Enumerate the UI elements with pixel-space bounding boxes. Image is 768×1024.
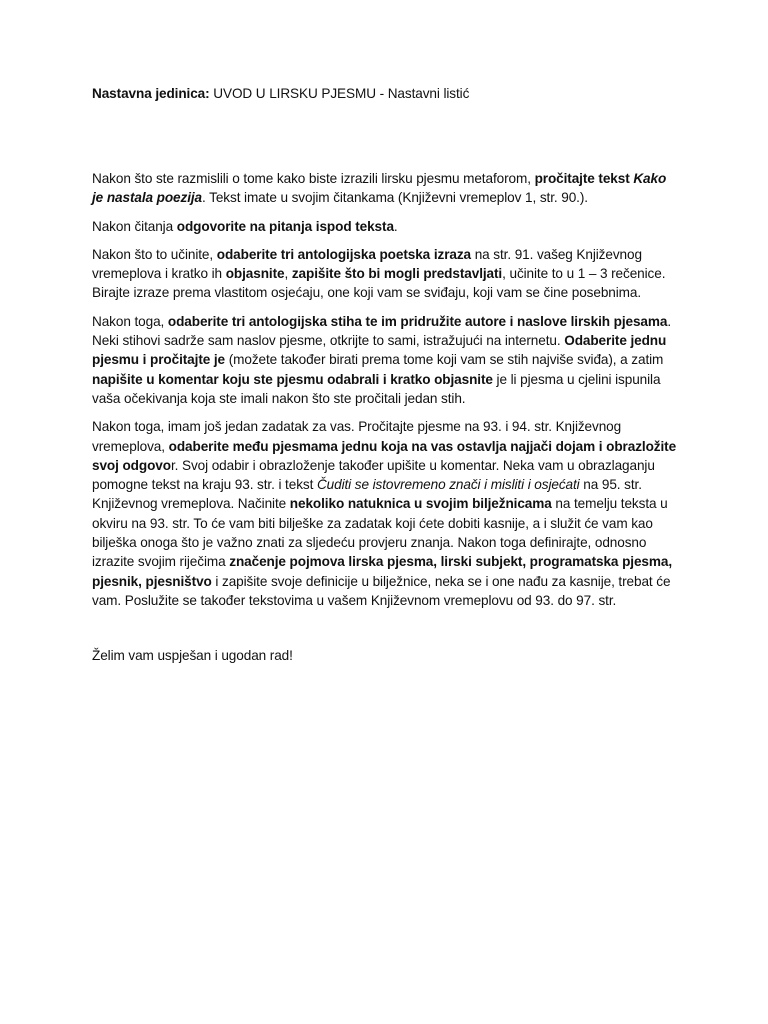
instructions-section	[92, 169, 678, 610]
paragraph-text-segment: Nakon čitanja	[92, 218, 177, 234]
paragraph-3	[92, 245, 678, 303]
paragraph-text-segment: . Neki stihovi sadrže sam naslov pjesme, otkrijte to sami, istražujući na internetu.	[92, 313, 672, 349]
paragraph-text-segment: napišite u komentar koju ste pjesmu odabrali i kratko objasnite	[92, 371, 493, 387]
paragraph-text-segment: značenje pojmova lirska pjesma, lirski subjekt, programatska pjesma, pjesnik, pjesništvo	[92, 554, 672, 589]
paragraph-2	[92, 217, 678, 236]
paragraph-4	[92, 312, 678, 408]
closing-line: Želim vam uspješan i ugodan rad!	[92, 648, 293, 664]
document-heading	[92, 84, 678, 103]
paragraph-text-segment: Nakon toga, imam još jedan zadatak za vas. Pročitajte pjesme na 93. i 94. str. Književnog vremeplova,	[92, 419, 622, 454]
document-body	[92, 84, 678, 675]
paragraph-text-segment: na str. 91. vašeg Književnog vremeplova i kratko ih	[92, 246, 642, 282]
paragraph-text-segment: je li pjesma u cjelini ispunila vaša očekivanja koja ste imali nakon što ste pročitali jedan stih.	[92, 371, 661, 406]
paragraph-text-segment: Odaberite jednu pjesmu i pročitajte je	[92, 333, 667, 368]
paragraph-text-segment: Nakon što to učinite,	[92, 246, 217, 262]
paragraph-text-segment: odaberite među pjesmama jednu koja na vas ostavlja najjači dojam i obrazložite svoj odgovo	[92, 438, 677, 473]
heading-title: UVOD U LIRSKU PJESMU - Nastavni listić	[209, 86, 470, 101]
paragraph-text-segment: (možete također birati prema tome koji vam se stih najviše sviđa), a zatim	[225, 352, 664, 368]
paragraph-text-segment: odaberite tri antologijska poetska izraza	[216, 246, 472, 262]
paragraph-text-segment: odaberite tri antologijska stiha te im pridružite autore i naslove lirskih pjesama	[167, 313, 668, 329]
paragraph-text-segment: r. Svoj odabir i obrazloženje također upišite u komentar. Neka vam u obrazlaganju pomogne tekst na kraju 93. str. i tekst	[92, 457, 655, 493]
heading-label: Nastavna jedinica:	[92, 86, 210, 101]
paragraph-text-segment: objasnite	[225, 266, 285, 282]
paragraph-text-segment: pročitajte tekst	[534, 171, 634, 186]
paragraph-text-segment: na temelju teksta u okviru na 93. str. To će vam biti bilješke za zadatak koji ćete dobiti kasnije, a i služit će vam kao bilješka onoga što je važno znati za sljedeću provjeru znanja. Nakon toga definirajte, odnosno izrazite svojim riječima	[92, 496, 668, 570]
paragraph-text-segment: Nakon toga,	[92, 313, 168, 329]
paragraph-text-segment: Kako je nastala poezija	[92, 171, 667, 206]
paragraph-text-segment: ,	[284, 266, 292, 282]
paragraph-text-segment: zapišite što bi mogli predstavljati	[291, 266, 503, 282]
paragraph-text-segment: .	[393, 218, 398, 234]
paragraph-text-segment: nekoliko natuknica u svojim bilježnicama	[289, 496, 552, 512]
paragraph-text-segment: odgovorite na pitanja ispod teksta	[176, 218, 394, 234]
paragraph-text-segment: Nakon što ste razmislili o tome kako biste izrazili lirsku pjesmu metaforom,	[92, 171, 535, 186]
paragraph-text-segment: na 95. str. Književnog vremeplova. Načinite	[92, 477, 642, 512]
paragraph-text-segment: . Tekst imate u svojim čitankama (Književni vremeplov 1, str. 90.).	[202, 190, 588, 206]
paragraph-text-segment: , učinite to u 1 – 3 rečenice. Birajte izraze prema vlastitom osjećaju, one koji vam se sviđaju, koji vam se čine posebnima.	[92, 266, 666, 301]
paragraph-1	[92, 169, 678, 208]
paragraph-text-segment: i zapišite svoje definicije u bilježnice, neka se i one nađu za kasnije, trebat će vam. Poslužite se također tekstovima u vašem Književnom vremeplovu od 93. do 97. str.	[92, 573, 671, 608]
paragraph-text-segment: Čuditi se istovremeno znači i misliti i osjećati	[316, 477, 580, 493]
paragraph-5	[92, 417, 678, 610]
